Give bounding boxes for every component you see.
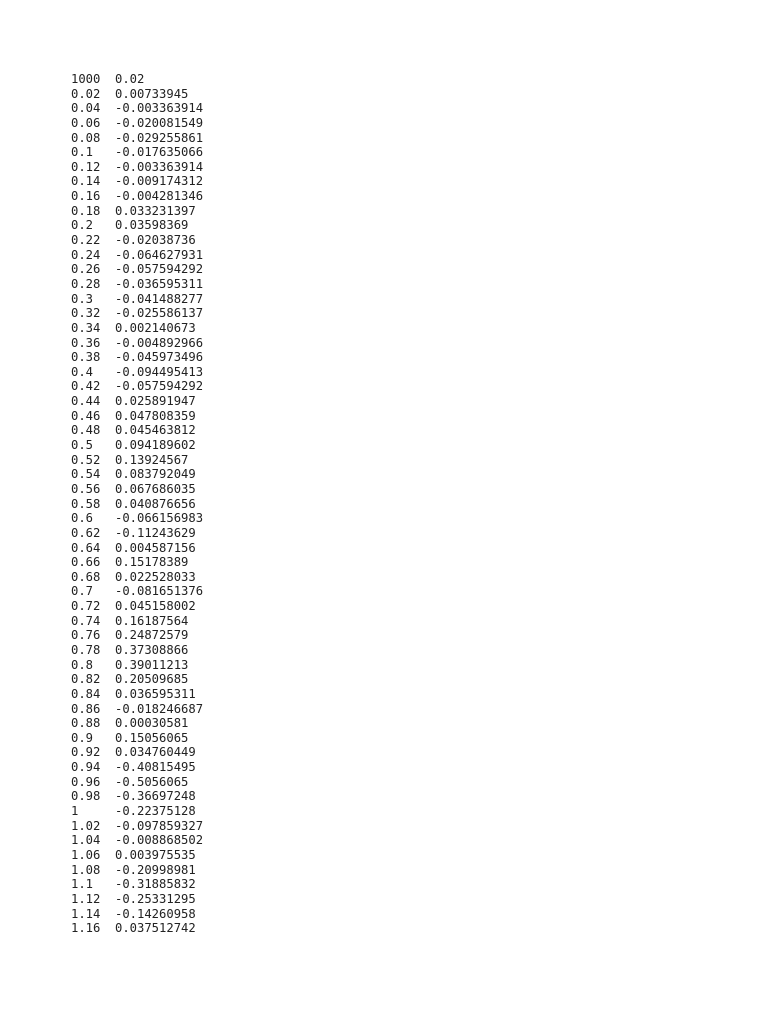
- data-row: [71, 160, 203, 175]
- x-value: 0.52: [71, 452, 101, 467]
- y-value: -0.20998981: [115, 862, 196, 877]
- y-value: 0.094189602: [115, 438, 196, 453]
- y-value: 0.034760449: [115, 745, 196, 760]
- data-row: [71, 687, 203, 702]
- data-row: [71, 321, 203, 336]
- y-value: 0.045463812: [115, 423, 196, 438]
- data-row: [71, 248, 203, 263]
- data-row: [71, 350, 203, 365]
- data-row: [71, 101, 203, 116]
- y-value: -0.008868502: [115, 833, 204, 848]
- y-value: 0.083792049: [115, 467, 196, 482]
- x-value: 0.88: [71, 716, 101, 731]
- data-row: [71, 907, 203, 922]
- data-row: [71, 863, 203, 878]
- y-value: -0.22375128: [115, 804, 196, 819]
- y-value: -0.057594292: [115, 379, 204, 394]
- data-row: [71, 570, 203, 585]
- x-value: 1.04: [71, 833, 101, 848]
- x-value: 0.56: [71, 481, 101, 496]
- y-value: 0.00733945: [115, 86, 189, 101]
- data-row: [71, 628, 203, 643]
- data-listing: [71, 72, 203, 936]
- x-value: 0.34: [71, 320, 101, 335]
- y-value: 0.003975535: [115, 847, 196, 862]
- x-value: 0.36: [71, 335, 101, 350]
- x-value: 0.16: [71, 189, 101, 204]
- x-value: 0.18: [71, 203, 101, 218]
- x-value: 0.3: [71, 291, 94, 306]
- x-value: 0.9: [71, 730, 94, 745]
- data-row: [71, 745, 203, 760]
- x-value: 0.58: [71, 496, 101, 511]
- data-row: [71, 467, 203, 482]
- data-row: [71, 819, 203, 834]
- data-row: [71, 423, 203, 438]
- x-value: 0.92: [71, 745, 101, 760]
- y-value: -0.40815495: [115, 760, 196, 775]
- data-row: [71, 72, 203, 87]
- y-value: -0.31885832: [115, 877, 196, 892]
- y-value: -0.041488277: [115, 291, 204, 306]
- y-value: -0.004892966: [115, 335, 204, 350]
- y-value: 0.004587156: [115, 540, 196, 555]
- x-value: 0.02: [71, 86, 101, 101]
- data-row: [71, 174, 203, 189]
- data-row: [71, 292, 203, 307]
- data-row: [71, 306, 203, 321]
- data-row: [71, 365, 203, 380]
- y-value: -0.081651376: [115, 584, 204, 599]
- x-value: 0.06: [71, 115, 101, 130]
- data-row: [71, 672, 203, 687]
- y-value: 0.39011213: [115, 657, 189, 672]
- data-row: [71, 511, 203, 526]
- data-row: [71, 921, 203, 936]
- data-row: [71, 218, 203, 233]
- data-row: [71, 760, 203, 775]
- data-row: [71, 731, 203, 746]
- x-value: 1.16: [71, 921, 101, 936]
- data-row: [71, 775, 203, 790]
- y-value: 0.16187564: [115, 613, 189, 628]
- y-value: -0.003363914: [115, 159, 204, 174]
- x-value: 0.62: [71, 525, 101, 540]
- text-document: [71, 72, 203, 936]
- x-value: 0.08: [71, 130, 101, 145]
- x-value: 0.14: [71, 174, 101, 189]
- y-value: 0.03598369: [115, 218, 189, 233]
- x-value: 0.28: [71, 276, 101, 291]
- data-row: [71, 497, 203, 512]
- y-value: -0.25331295: [115, 891, 196, 906]
- data-row: [71, 848, 203, 863]
- x-value: 1000: [71, 72, 101, 86]
- x-value: 0.86: [71, 701, 101, 716]
- y-value: 0.067686035: [115, 481, 196, 496]
- x-value: 0.68: [71, 569, 101, 584]
- x-value: 0.84: [71, 686, 101, 701]
- x-value: 0.32: [71, 306, 101, 321]
- y-value: -0.025586137: [115, 306, 204, 321]
- x-value: 0.4: [71, 364, 94, 379]
- data-row: [71, 189, 203, 204]
- x-value: 0.24: [71, 247, 101, 262]
- y-value: -0.017635066: [115, 145, 204, 160]
- x-value: 0.78: [71, 642, 101, 657]
- data-row: [71, 409, 203, 424]
- y-value: 0.036595311: [115, 686, 196, 701]
- data-row: [71, 438, 203, 453]
- x-value: 0.2: [71, 218, 94, 233]
- y-value: 0.040876656: [115, 496, 196, 511]
- x-value: 1.06: [71, 847, 101, 862]
- data-row: [71, 789, 203, 804]
- x-value: 0.44: [71, 394, 101, 409]
- x-value: 0.96: [71, 774, 101, 789]
- data-row: [71, 336, 203, 351]
- y-value: -0.018246687: [115, 701, 204, 716]
- y-value: 0.24872579: [115, 628, 189, 643]
- y-value: -0.009174312: [115, 174, 204, 189]
- data-row: [71, 526, 203, 541]
- data-row: [71, 453, 203, 468]
- y-value: -0.094495413: [115, 364, 204, 379]
- data-row: [71, 614, 203, 629]
- y-value: -0.036595311: [115, 276, 204, 291]
- x-value: 0.38: [71, 350, 101, 365]
- x-value: 0.76: [71, 628, 101, 643]
- x-value: 1.08: [71, 862, 101, 877]
- x-value: 0.74: [71, 613, 101, 628]
- y-value: -0.057594292: [115, 262, 204, 277]
- y-value: -0.020081549: [115, 115, 204, 130]
- x-value: 0.8: [71, 657, 94, 672]
- x-value: 0.7: [71, 584, 94, 599]
- x-value: 0.64: [71, 540, 101, 555]
- y-value: -0.064627931: [115, 247, 204, 262]
- y-value: -0.029255861: [115, 130, 204, 145]
- data-row: [71, 131, 203, 146]
- data-row: [71, 833, 203, 848]
- x-value: 0.04: [71, 101, 101, 116]
- y-value: -0.097859327: [115, 818, 204, 833]
- x-value: 1.14: [71, 906, 101, 921]
- x-value: 0.5: [71, 438, 94, 453]
- data-row: [71, 541, 203, 556]
- data-row: [71, 233, 203, 248]
- data-row: [71, 204, 203, 219]
- data-row: [71, 584, 203, 599]
- y-value: 0.025891947: [115, 394, 196, 409]
- y-value: 0.02: [115, 72, 145, 86]
- data-row: [71, 599, 203, 614]
- data-row: [71, 277, 203, 292]
- data-row: [71, 716, 203, 731]
- data-row: [71, 658, 203, 673]
- y-value: -0.004281346: [115, 189, 204, 204]
- x-value: 0.46: [71, 408, 101, 423]
- x-value: 0.42: [71, 379, 101, 394]
- data-row: [71, 87, 203, 102]
- x-value: 0.94: [71, 760, 101, 775]
- x-value: 0.26: [71, 262, 101, 277]
- x-value: 0.66: [71, 555, 101, 570]
- y-value: 0.047808359: [115, 408, 196, 423]
- data-row: [71, 262, 203, 277]
- data-row: [71, 877, 203, 892]
- x-value: 0.54: [71, 467, 101, 482]
- y-value: 0.15178389: [115, 555, 189, 570]
- y-value: -0.14260958: [115, 906, 196, 921]
- y-value: 0.037512742: [115, 921, 196, 936]
- x-value: 0.6: [71, 511, 94, 526]
- y-value: 0.20509685: [115, 672, 189, 687]
- data-row: [71, 702, 203, 717]
- data-row: [71, 145, 203, 160]
- y-value: 0.15056065: [115, 730, 189, 745]
- data-row: [71, 379, 203, 394]
- y-value: 0.002140673: [115, 320, 196, 335]
- x-value: 0.98: [71, 789, 101, 804]
- x-value: 1.1: [71, 877, 94, 892]
- y-value: -0.02038736: [115, 233, 196, 248]
- data-row: [71, 394, 203, 409]
- y-value: 0.13924567: [115, 452, 189, 467]
- x-value: 0.72: [71, 599, 101, 614]
- y-value: 0.00030581: [115, 716, 189, 731]
- x-value: 0.82: [71, 672, 101, 687]
- x-value: 1: [71, 804, 79, 819]
- x-value: 0.48: [71, 423, 101, 438]
- x-value: 0.22: [71, 233, 101, 248]
- y-value: -0.066156983: [115, 511, 204, 526]
- y-value: 0.37308866: [115, 642, 189, 657]
- x-value: 0.12: [71, 159, 101, 174]
- data-row: [71, 116, 203, 131]
- x-value: 1.02: [71, 818, 101, 833]
- y-value: -0.045973496: [115, 350, 204, 365]
- y-value: 0.045158002: [115, 599, 196, 614]
- data-row: [71, 482, 203, 497]
- x-value: 1.12: [71, 891, 101, 906]
- y-value: -0.11243629: [115, 525, 196, 540]
- y-value: 0.022528033: [115, 569, 196, 584]
- data-row: [71, 892, 203, 907]
- y-value: 0.033231397: [115, 203, 196, 218]
- x-value: 0.1: [71, 145, 94, 160]
- y-value: -0.5056065: [115, 774, 189, 789]
- y-value: -0.003363914: [115, 101, 204, 116]
- data-row: [71, 555, 203, 570]
- data-row: [71, 643, 203, 658]
- data-row: [71, 804, 203, 819]
- y-value: -0.36697248: [115, 789, 196, 804]
